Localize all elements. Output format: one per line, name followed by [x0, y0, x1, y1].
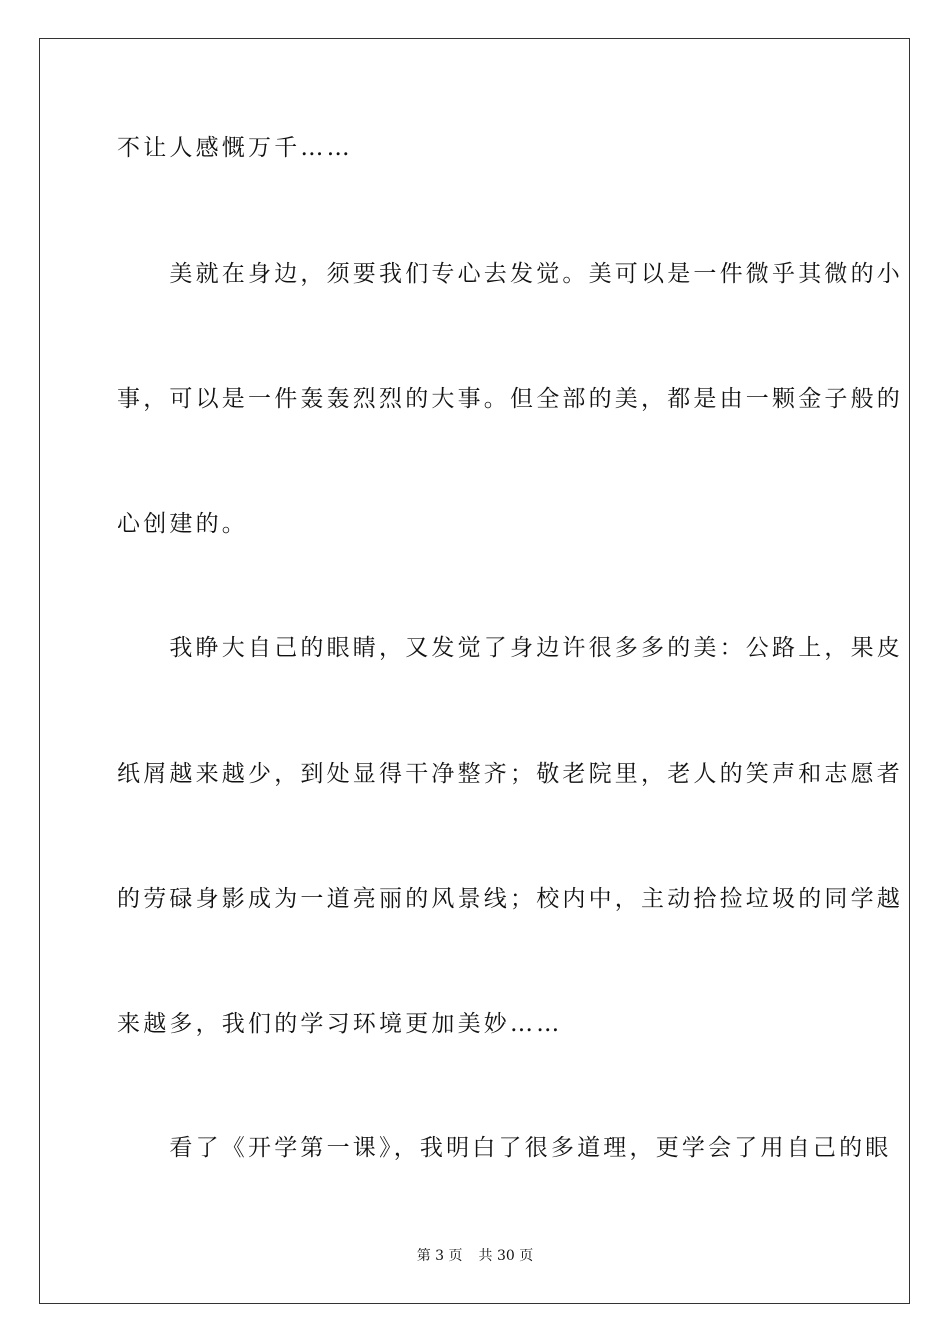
page-total: 共 30 页 [478, 1248, 534, 1264]
text-line: 来越多，我们的学习环境更加美妙…… [117, 1011, 563, 1037]
page-frame [39, 38, 910, 1304]
page-footer [0, 1246, 950, 1266]
page-number: 第 3 页 [416, 1248, 463, 1264]
text-line: 美就在身边，须要我们专心去发觉。美可以是一件微乎其微的小 [117, 261, 903, 287]
text-line: 不让人感慨万千…… [117, 135, 353, 161]
text-line: 事，可以是一件轰轰烈烈的大事。但全部的美，都是由一颗金子般的 [117, 386, 903, 412]
text-line: 的劳碌身影成为一道亮丽的风景线；校内中，主动拾捡垃圾的同学越 [117, 886, 903, 912]
text-line: 纸屑越来越少，到处显得干净整齐；敬老院里，老人的笑声和志愿者 [117, 761, 903, 787]
text-line: 心创建的。 [117, 511, 248, 537]
text-line: 看了《开学第一课》，我明白了很多道理，更学会了用自己的眼 [117, 1135, 892, 1161]
text-line: 我睁大自己的眼睛，又发觉了身边许很多多的美：公路上，果皮 [117, 635, 903, 661]
